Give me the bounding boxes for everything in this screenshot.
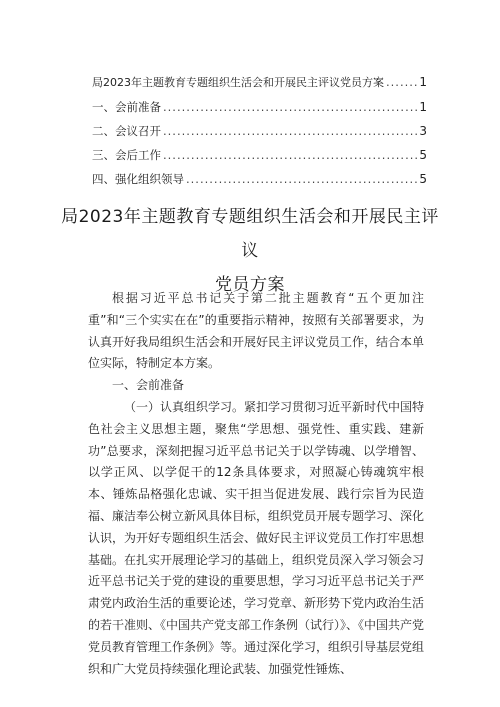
toc-item[interactable] [92,95,427,119]
toc-item-page: 3 [419,124,427,138]
toc-leader-dots [163,119,417,143]
toc-leader-dots [163,143,417,167]
toc-item[interactable] [92,119,427,143]
toc-item[interactable] [92,70,427,95]
toc-item-page: 5 [419,172,427,186]
toc-item-label: 一、会前准备 [92,100,161,114]
body-paragraph: （一）认真组织学习。紧扣学习贯彻习近平新时代中国特色社会主义思想主题，聚焦“学思想、强党性、重实践、建新功”总要求，深刻把握习近平总书记关于以学铸魂、以学增智、以学正风、以学促干的12条具体要求，对照凝心铸魂筑牢根本、锤炼品格强化忠诚、实干担当促进发展、践行宗旨为民造福、廉洁奉公树立新风具体目标，组织党员开展专题学习、深化认识，为开好专题组织生活会、做好民主评议党员工作打牢思想基础。在扎实开展理论学习的基础上，组织党员深入学习领会习近平总书记关于党的建设的重要思想，学习习近平总书记关于严肃党内政治生活的重要论述，学习党章、新形势下党内政治生活的若干准则、《中国共产党支部工作条例（试行）》、《中国共产党党员教育管理工作条例》等。通过深化学习，组织引导基层党组织和广大党员持续强化理论武装、加强党性锤炼、 [88,399,425,676]
document-title [60,200,440,302]
toc-item-label: 局2023年主题教育专题组织生活会和开展民主评议党员方案 [92,76,384,89]
section-heading: 一、会前准备 [112,378,185,393]
toc-item-page: 1 [419,75,427,89]
toc-item[interactable] [92,167,427,191]
intro-paragraph: 根据习近平总书记关于第二批主题教育“五个更加注重”和“三个实实在在”的重要指示精神，按照有关部署要求，为认真开好我局组织生活会和开展好民主评议党员工作，结合本单位实际，特制定本方案。 [88,291,425,371]
toc-item-label: 二、会议召开 [92,124,161,138]
toc-item-label: 四、强化组织领导 [92,172,184,186]
toc-item-label: 三、会后工作 [92,148,161,162]
toc-leader-dots [386,70,417,94]
document-title-line1: 局2023年主题教育专题组织生活会和开展民主评议 [61,207,439,261]
table-of-contents [92,70,427,191]
document-body [88,288,424,680]
toc-item-page: 5 [419,148,427,162]
toc-leader-dots [163,95,417,119]
toc-leader-dots [186,167,417,191]
toc-item[interactable] [92,143,427,167]
toc-item-page: 1 [419,100,427,114]
document-title-line2: 党员方案 [215,275,285,295]
